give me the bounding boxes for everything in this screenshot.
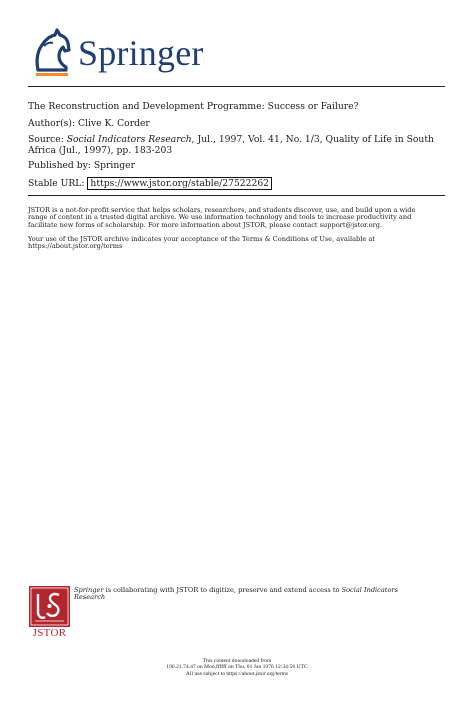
springer-wordmark: Springer bbox=[78, 33, 204, 73]
jstor-seal-icon bbox=[29, 586, 70, 627]
jstor-notice-para-1 bbox=[28, 207, 446, 229]
header-rule bbox=[28, 86, 445, 87]
collab-line-2 bbox=[74, 594, 444, 601]
collab-journal-cont: Research bbox=[74, 593, 106, 602]
citation-rule bbox=[28, 195, 445, 196]
collab-text: is collaborating with JSTOR to digitize, preserve and extend access to bbox=[103, 586, 342, 594]
footer-line: 196.21.74.47 on Mon,ffffff on Thu, 01 Jan 1976 12:34:56 UTC bbox=[166, 664, 308, 671]
notice-line: JSTOR is a not-for-profit service that helps scholars, researchers, and students discover, use, and build upon a wide bbox=[28, 206, 416, 214]
source-details-2: Africa (Jul., 1997), pp. 183-203 bbox=[28, 145, 173, 156]
collaboration-statement bbox=[74, 587, 444, 602]
notice-line: range of content in a trusted digital archive. We use information technology and tools to increase productivity and bbox=[28, 213, 412, 222]
collab-line-1 bbox=[74, 587, 444, 594]
footer-line: This content downloaded from bbox=[202, 658, 272, 664]
springer-logo bbox=[28, 26, 218, 82]
author-name: Clive K. Corder bbox=[77, 118, 150, 129]
jstor-wordmark: JSTOR bbox=[32, 627, 67, 639]
stable-url-line bbox=[28, 177, 445, 190]
publisher-name: Springer bbox=[93, 160, 135, 171]
article-title: The Reconstruction and Development Programme: Success or Failure? bbox=[28, 101, 359, 112]
download-footer bbox=[0, 658, 474, 677]
published-label: Published by: bbox=[28, 160, 94, 171]
notice-line: facilitate new forms of scholarship. For more information about JSTOR, please contact support@jstor.org. bbox=[28, 220, 383, 229]
jstor-notice-para-2 bbox=[28, 236, 446, 251]
source-details-1: , Jul., 1997, Vol. 41, No. 1/3, Quality of Life in South bbox=[191, 134, 434, 145]
footer-line: All use subject to https://about.jstor.org/terms bbox=[185, 670, 289, 677]
notice-line: Your use of the JSTOR archive indicates your acceptance of the Terms & Conditions of Use, available at bbox=[28, 235, 375, 243]
collab-journal: Social Indicators bbox=[341, 586, 398, 594]
collab-publisher: Springer bbox=[74, 586, 104, 594]
stable-url-link[interactable]: https://www.jstor.org/stable/27522262 bbox=[87, 177, 272, 190]
author-line bbox=[28, 118, 445, 130]
terms-link[interactable]: https://about.jstor.org/terms bbox=[28, 242, 123, 251]
published-line bbox=[28, 160, 445, 172]
jstor-logo bbox=[29, 586, 70, 640]
source-label: Source: bbox=[28, 134, 67, 145]
source-line bbox=[28, 134, 445, 146]
source-journal: Social Indicators Research bbox=[66, 134, 192, 145]
author-label: Author(s): bbox=[28, 118, 78, 129]
stable-url-label: Stable URL: bbox=[28, 178, 88, 189]
springer-horse-icon bbox=[28, 26, 72, 78]
